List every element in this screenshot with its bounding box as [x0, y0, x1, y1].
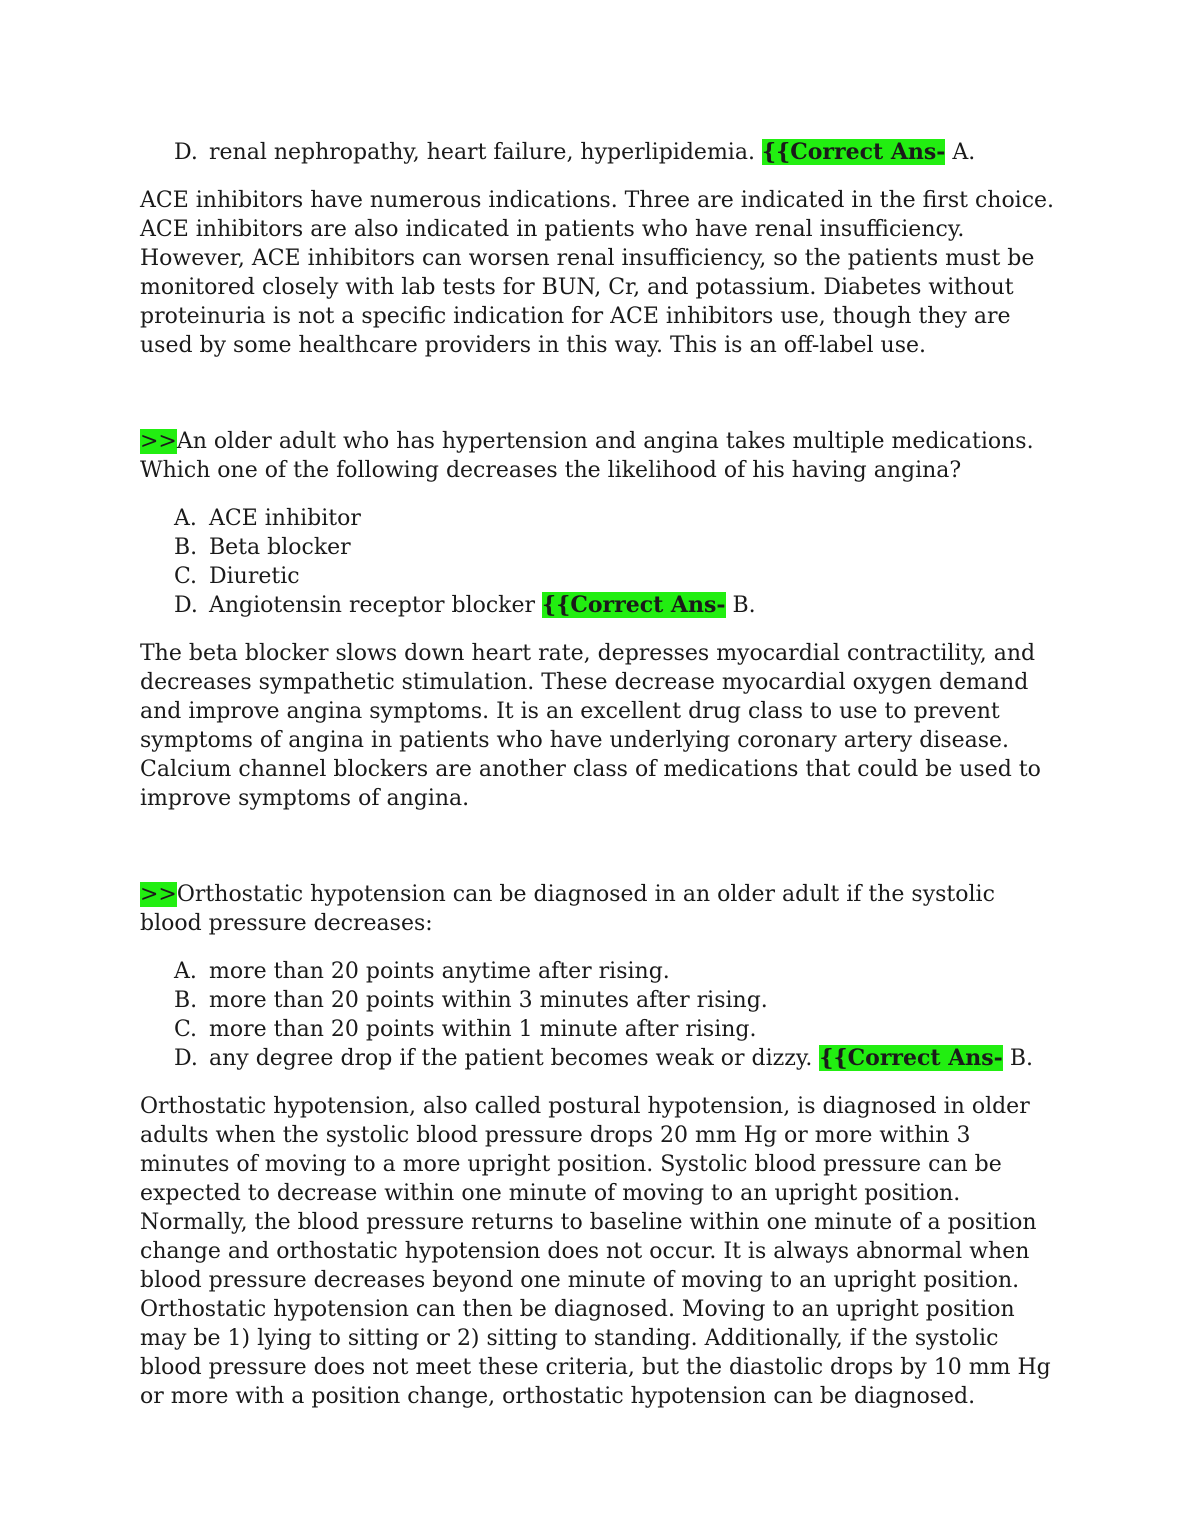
question-body: An older adult who has hypertension and angina takes multiple medications. Which one of the following decreases the likelihood of his having angina?: [140, 429, 1034, 483]
explanation-paragraph: ACE inhibitors have numerous indications. Three are indicated in the first choice. ACE inhibitors are also indicated in patients who have renal insufficiency. However, ACE inhibitors can worsen renal insufficiency, so the patients must be monitored closely with lab tests for BUN, Cr, and potassium. Diabetes without proteinuria is not a specific indication for ACE inhibitors use, though they are used by some healthcare providers in this way. This is an off-label use.: [140, 188, 1055, 358]
question-text: [140, 880, 1060, 938]
question-marker: >>: [140, 882, 177, 907]
option-c: [140, 562, 1060, 591]
option-b: [140, 533, 1060, 562]
option-letter: A.: [174, 959, 197, 984]
option-d: [140, 1044, 1060, 1073]
question-text: [140, 427, 1060, 485]
correct-answer-value: B.: [732, 593, 756, 618]
option-letter: D.: [174, 1046, 198, 1071]
explanation-paragraph: The beta blocker slows down heart rate, depresses myocardial contractility, and decreases sympathetic stimulation. These decrease myocardial oxygen demand and improve angina symptoms. It is an excellent drug class to use to prevent symptoms of angina in patients who have underlying coronary artery disease. Calcium channel blockers are another class of medications that could be used to improve symptoms of angina.: [140, 641, 1041, 811]
correct-answer-label: {{Correct Ans-: [761, 139, 946, 165]
option-a: [140, 504, 1060, 533]
option-text-body: renal nephropathy, heart failure, hyperlipidemia.: [209, 140, 755, 165]
option-text: [209, 138, 975, 167]
option-b: [140, 986, 1060, 1015]
option-text: more than 20 points anytime after rising.: [209, 959, 670, 984]
document-page: [140, 138, 1060, 1411]
correct-answer-label: {{Correct Ans-: [819, 1045, 1003, 1071]
option-letter: B.: [174, 535, 198, 560]
correct-answer-value: B.: [1009, 1046, 1033, 1071]
question-marker: >>: [140, 429, 177, 454]
option-text-body: Angiotensin receptor blocker: [209, 593, 536, 618]
option-letter: A.: [174, 506, 197, 531]
option-text: [209, 591, 756, 620]
option-text: [209, 1044, 1033, 1073]
correct-answer-value: A.: [952, 140, 976, 165]
option-a: [140, 957, 1060, 986]
option-letter: D.: [174, 593, 198, 618]
explanation-paragraph: Orthostatic hypotension, also called postural hypotension, is diagnosed in older adults when the systolic blood pressure drops 20 mm Hg or more within 3 minutes of moving to a more upright position. Systolic blood pressure can be expected to decrease within one minute of moving to an upright position. Normally, the blood pressure returns to baseline within one minute of a position change and orthostatic hypotension does not occur. It is always abnormal when blood pressure decreases beyond one minute of moving to an upright position. Orthostatic hypotension can then be diagnosed. Moving to an upright position may be 1) lying to sitting or 2) sitting to standing. Additionally, if the systolic blood pressure does not meet these criteria, but the diastolic drops by 10 mm Hg or more with a position change, orthostatic hypotension can be diagnosed.: [140, 1094, 1051, 1409]
correct-answer-label: {{Correct Ans-: [542, 592, 726, 618]
option-letter: D.: [174, 140, 198, 165]
option-text: Diuretic: [209, 564, 300, 589]
question-body: Orthostatic hypotension can be diagnosed in an older adult if the systolic blood pressure decreases:: [140, 882, 995, 936]
option-c: [140, 1015, 1060, 1044]
option-text: more than 20 points within 3 minutes after rising.: [209, 988, 768, 1013]
option-d: [140, 138, 1060, 167]
option-text-body: any degree drop if the patient becomes weak or dizzy.: [209, 1046, 813, 1071]
option-letter: B.: [174, 988, 198, 1013]
option-d: [140, 591, 1060, 620]
option-text: Beta blocker: [209, 535, 351, 560]
option-text: more than 20 points within 1 minute after rising.: [209, 1017, 757, 1042]
option-letter: C.: [174, 564, 198, 589]
option-letter: C.: [174, 1017, 198, 1042]
option-text: ACE inhibitor: [209, 506, 361, 531]
